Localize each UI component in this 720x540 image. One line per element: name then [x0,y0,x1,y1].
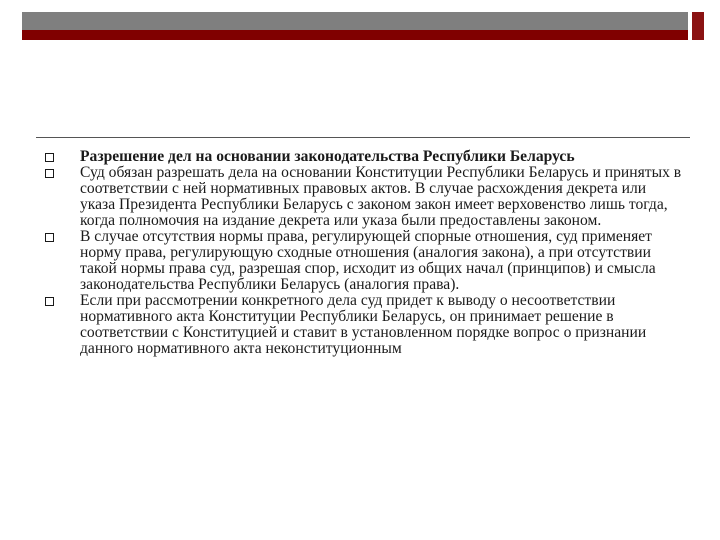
list-item-text: В случае отсутствия нормы права, регулирующей спорные отношения, суд применяет норму права, регулирующую сходные отношения (аналогия закона), а при отсутствии такой нормы права суд, разрешая спор, исходит из общих начал (принципов) и смысла законодательства Республики Беларусь (аналогия права). [80,228,656,293]
list-item-text: Если при рассмотрении конкретного дела суд придет к выводу о несоответствии нормативного акта Конституции Республики Беларусь, он принимает решение в соответствии с Конституцией и ставит в установленном порядке вопрос о признании данного нормативного акта неконституционным [80,292,647,357]
list-item-text: Суд обязан разрешать дела на основании Конституции Республики Беларусь и принятых в соответствии с ней нормативных правовых актов. В случае расхождения декрета или указа Президента Республики Беларусь с законом закон имеет верховенство лишь тогда, когда полномочия на издание декрета или указа были предоставлены законом. [80,164,682,229]
list-item [44,229,684,293]
square-bullet-icon [45,153,54,162]
square-bullet-icon [45,297,54,306]
list-item [44,165,684,229]
header-bar-gray [22,12,688,30]
square-bullet-icon [45,233,54,242]
title-divider [36,137,690,138]
square-bullet-icon [45,169,54,178]
list-item [44,293,684,357]
corner-decoration [688,12,704,40]
list-item [44,149,684,165]
header-bar-red [22,30,688,40]
list-item-text: Разрешение дел на основании законодательства Республики Беларусь [80,148,575,165]
slide-content [44,149,684,357]
